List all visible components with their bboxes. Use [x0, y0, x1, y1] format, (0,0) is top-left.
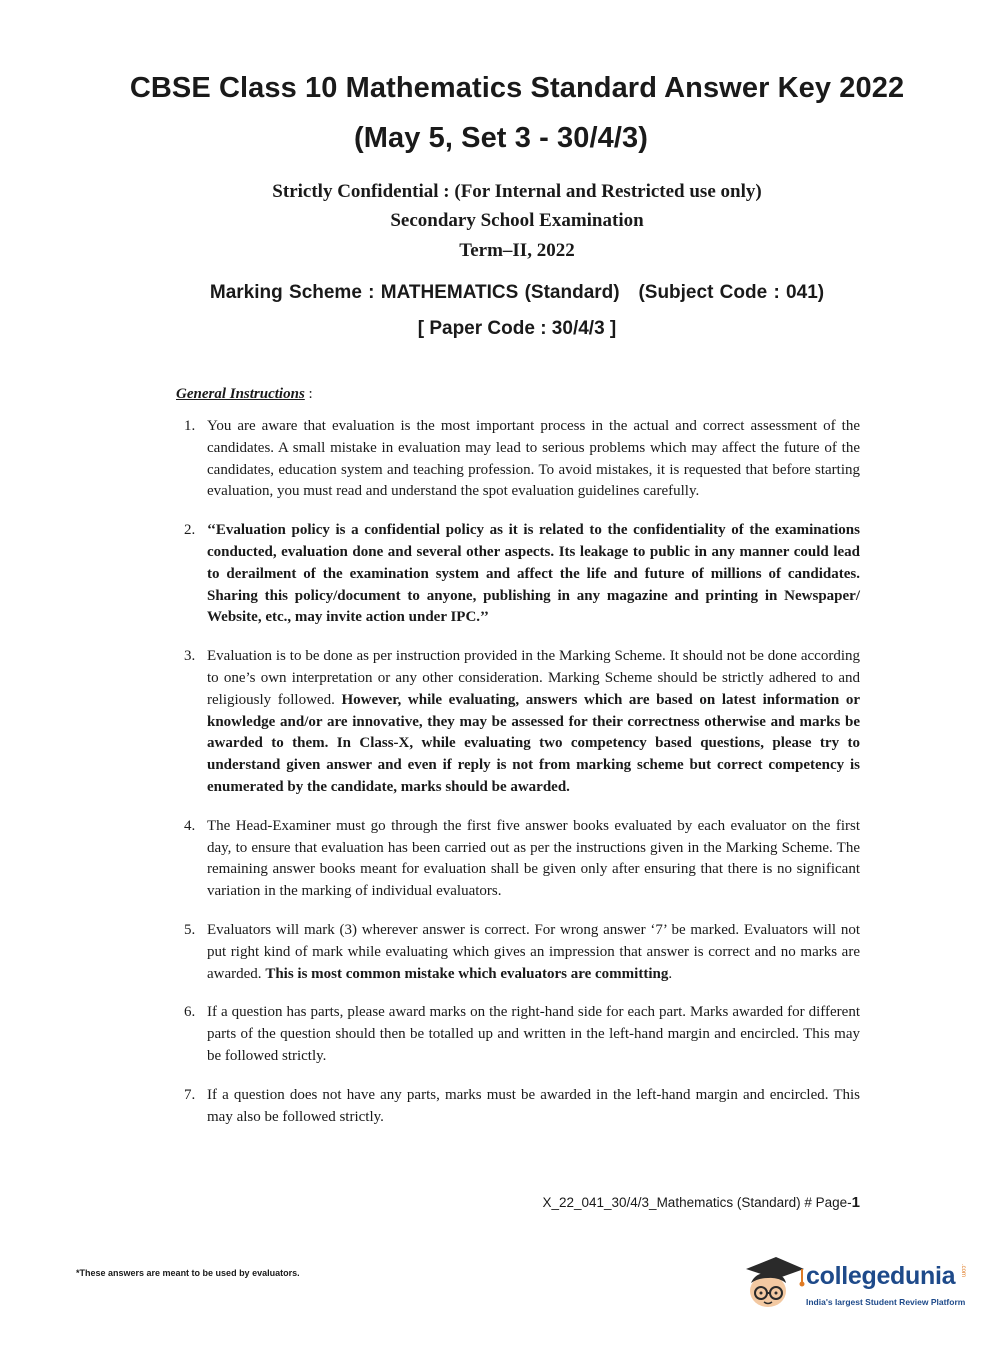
instruction-item — [176, 816, 860, 903]
exam-name: Secondary School Examination — [390, 210, 644, 231]
student-mascot-icon — [742, 1247, 806, 1317]
marking-scheme-heading: Marking Scheme : MATHEMATICS (Standard) (Subject Code : 041) — [209, 282, 825, 303]
instruction-bold-text: However, while evaluating, answers which are based on latest information or knowledge and/or are innovative, they may be assessed for their correctness otherwise and marks be awarded to them. In Class-X, while evaluating two competency based questions, please try to understand given answer and even if reply is not from marking scheme but correct competency is enumerated by the candidate, marks should be awarded. — [207, 691, 861, 795]
logo-tagline: India's largest Student Review Platform — [806, 1297, 966, 1307]
page-title-line2: (May 5, Set 3 - 30/4/3) — [353, 122, 649, 154]
instruction-item — [176, 416, 860, 503]
instruction-number: 1. — [184, 418, 196, 434]
confidential-notice: Strictly Confidential : (For Internal and Restricted use only) — [272, 181, 762, 202]
instruction-number: 6. — [184, 1004, 196, 1021]
collegedunia-logo — [742, 1247, 972, 1317]
instruction-number: 3. — [184, 648, 196, 665]
instruction-number: 2. — [184, 522, 196, 539]
logo-domain-suffix: .com — [960, 1264, 966, 1278]
instruction-text: If a question does not have any parts, marks must be awarded in the left-hand margin and encircled. This may also be followed strictly. — [207, 1086, 860, 1125]
page-title-line1: CBSE Class 10 Mathematics Standard Answer Key 2022 — [129, 72, 905, 104]
paper-code: [ Paper Code : 30/4/3 ] — [417, 318, 617, 339]
instruction-text: ‘‘Evaluation policy is a confidential policy as it is related to the confidentiality of the examinations conducted, evaluation done and several other aspects. Its leakage to public in any manner could lead to derailment of the examination system and affect the life and future of millions of candidates. Sharing this policy/document to anyone, publishing in any magazine and printing in Newspaper/ Website, etc., may invite action under IPC.’’ — [207, 522, 860, 626]
footer-page-number: 1 — [851, 1194, 860, 1211]
instruction-bold-text: This is most common mistake which evaluators are committing — [265, 965, 669, 982]
logo-wordmark: collegedunia — [806, 1262, 956, 1290]
page-footer — [542, 1194, 860, 1211]
general-instructions-colon: : — [304, 386, 313, 402]
instruction-item — [176, 1085, 860, 1129]
instruction-item — [176, 520, 860, 629]
instructions-list — [176, 416, 860, 1145]
instruction-number: 4. — [184, 817, 196, 834]
general-instructions-label: General Instructions — [176, 386, 305, 402]
footer-page-label: X_22_041_30/4/3_Mathematics (Standard) # Page- — [542, 1195, 852, 1210]
instruction-tail: . — [668, 965, 673, 982]
instruction-item — [176, 920, 860, 985]
instruction-number: 5. — [184, 921, 196, 938]
instruction-item — [176, 1002, 860, 1067]
general-instructions-heading — [176, 386, 313, 403]
instruction-number: 7. — [184, 1086, 196, 1103]
instruction-text: Evaluation is to be done as per instruction provided in the Marking Scheme. It should not be done according to one’s own interpretation or any other consideration. Marking Scheme should be strictly adhered to and religiously followed. — [207, 648, 860, 708]
exam-term: Term–II, 2022 — [459, 240, 575, 261]
instruction-text: You are aware that evaluation is the most important process in the actual and correct assessment of the candidates. A small mistake in evaluation may lead to serious problems which may affect the future of the candidates, education system and teaching profession. To avoid mistakes, it is requested that before starting evaluation, you must read and understand the spot evaluation guidelines carefully. — [207, 418, 860, 500]
instruction-text: If a question has parts, please award marks on the right-hand side for each part. Marks awarded for different parts of the question should then be totalled up and written in the left-hand margin and encircled. This may be followed strictly. — [207, 1004, 860, 1064]
instruction-text: The Head-Examiner must go through the first five answer books evaluated by each evaluator on the first day, to ensure that evaluation has been carried out as per the instructions given in the Marking Scheme. The remaining answer books meant for evaluation shall be given only after ensuring that there is no significant variation in the marking of individual evaluators. — [207, 817, 860, 900]
evaluator-note: *These answers are meant to be used by evaluators. — [76, 1268, 300, 1278]
instruction-item — [176, 646, 860, 799]
instruction-text: Evaluators will mark (3) wherever answer is correct. For wrong answer ‘7’ be marked. Evaluators will not put right kind of mark while evaluating which gives an impression that answer is correct and no marks are awarded. — [207, 921, 860, 982]
